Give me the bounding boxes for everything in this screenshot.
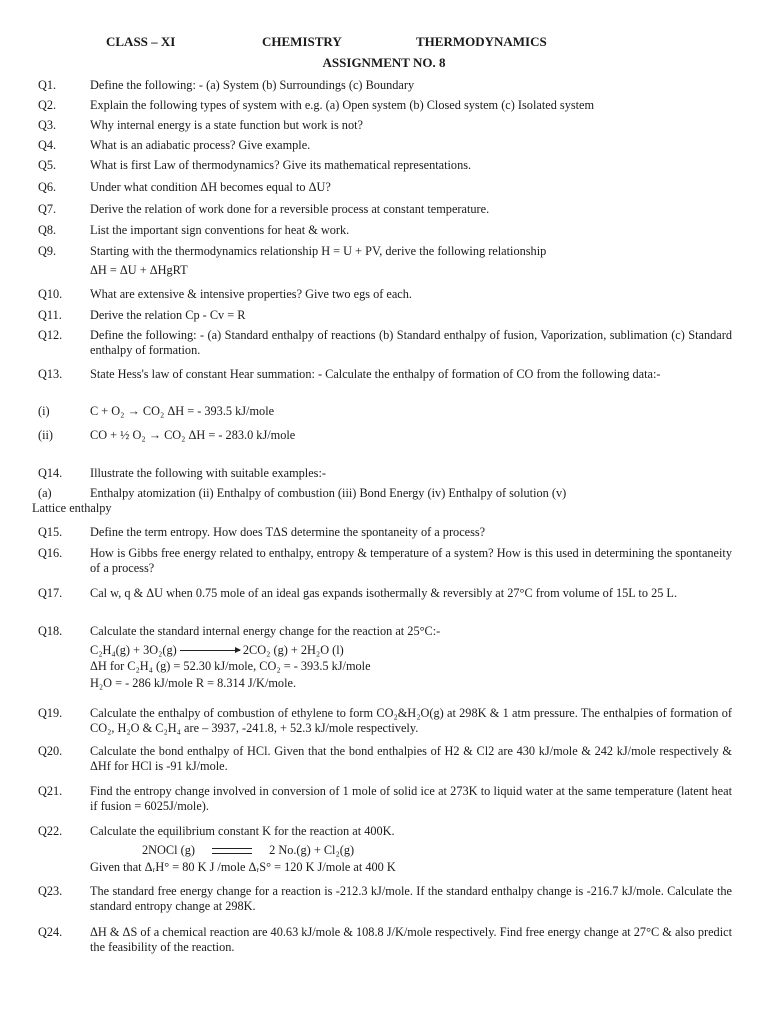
question-text: What is an adiabatic process? Give example. — [90, 138, 311, 152]
question-text: List the important sign conventions for heat & work. — [90, 223, 350, 237]
given-data: H₂O = - 286 kJ/mole R = 8.314 J/K/mole. — [90, 675, 297, 690]
question-text: Enthalpy atomization (ii) Enthalpy of combustion (iii) Bond Energy (iv) Enthalpy of solution (v) — [90, 486, 567, 500]
subject-label: CHEMISTRY — [262, 34, 342, 49]
question-7 — [38, 202, 732, 217]
question-10 — [38, 287, 732, 302]
question-text: Derive the relation of work done for a reversible process at constant temperature. — [90, 202, 490, 216]
given-data: ΔH for C₂H₄ (g) = 52.30 kJ/mole, CO₂ = - 393.5 kJ/mole — [90, 659, 371, 673]
question-text: Illustrate the following with suitable examples:- — [90, 466, 326, 480]
question-text: Find the entropy change involved in conversion of 1 mole of solid ice at 273K to liquid water at the same temperature (latent heat if fusion = 6025J/mole). — [90, 784, 732, 813]
question-17 — [38, 586, 732, 601]
question-text: Calculate the standard internal energy change for the reaction at 25°C:- — [90, 624, 441, 638]
question-number: Q13. — [38, 367, 63, 381]
sub-number: (i) — [38, 404, 50, 418]
question-5 — [38, 158, 732, 173]
question-text: Calculate the enthalpy of combustion of ethylene to form CO₂&H₂O(g) at 298K & 1 atm pressure. The enthalpies of formation of CO₂, H₂O & C₂H₄ are – 3937, -241.8, + 52.3 kJ/mole respectively. — [90, 706, 732, 735]
question-text-continued: Lattice enthalpy — [32, 500, 112, 515]
question-1 — [38, 78, 732, 93]
question-22 — [38, 824, 732, 875]
question-number: Q22. — [38, 824, 63, 838]
question-18 — [38, 624, 732, 690]
question-6 — [38, 180, 732, 195]
question-text: Derive the relation Cp - Cv = R — [90, 308, 246, 322]
question-text: Define the following: - (a) System (b) Surroundings (c) Boundary — [90, 78, 415, 92]
reaction-i: C + O₂ → CO₂ ΔH = - 393.5 kJ/mole — [90, 404, 275, 418]
question-text: Starting with the thermodynamics relationship H = U + PV, derive the following relationship — [90, 244, 547, 258]
question-text: Calculate the equilibrium constant K for the reaction at 400K. — [90, 824, 395, 838]
question-23 — [38, 884, 732, 913]
question-text: Explain the following types of system with e.g. (a) Open system (b) Closed system (c) Isolated system — [90, 98, 595, 112]
question-20 — [38, 744, 732, 773]
question-3 — [38, 118, 732, 133]
question-number: Q9. — [38, 244, 57, 258]
question-text: ΔH & ΔS of a chemical reaction are 40.63 kJ/mole & 108.8 J/K/mole respectively. Find free energy change at 27°C & also predict the feasibility of the reaction. — [90, 925, 732, 954]
question-number: Q21. — [38, 784, 63, 798]
reaction-equation — [90, 843, 732, 858]
question-4 — [38, 138, 732, 153]
question-text: Define the term entropy. How does TΔS determine the spontaneity of a process? — [90, 525, 486, 539]
question-number: Q17. — [38, 586, 63, 600]
reaction-ii: CO + ½ O₂ → CO₂ ΔH = - 283.0 kJ/mole — [90, 428, 296, 442]
question-equation: ΔH = ΔU + ΔHgRT — [90, 262, 188, 277]
question-number: Q1. — [38, 78, 57, 92]
question-number: Q20. — [38, 744, 63, 758]
question-11 — [38, 308, 732, 323]
question-13-ii — [38, 428, 732, 443]
question-12 — [38, 328, 732, 357]
topic-label: THERMODYNAMICS — [416, 34, 547, 49]
question-text: What are extensive & intensive properties? Give two egs of each. — [90, 287, 412, 301]
question-9 — [38, 244, 732, 277]
reaction-equation — [90, 643, 732, 658]
reactants: 2NOCl (g) — [142, 842, 195, 857]
sub-number: (ii) — [38, 428, 54, 442]
question-24 — [38, 925, 732, 954]
question-number: Q11. — [38, 308, 62, 322]
question-text: State Hess's law of constant Hear summation: - Calculate the enthalpy of formation of CO from the following data:- — [90, 367, 661, 381]
question-text: Why internal energy is a state function but work is not? — [90, 118, 363, 132]
products: 2 No.(g) + Cl₂(g) — [269, 842, 355, 857]
question-number: Q10. — [38, 287, 63, 301]
question-number: Q2. — [38, 98, 57, 112]
question-text: Under what condition ΔH becomes equal to ΔU? — [90, 180, 331, 194]
sub-number: (a) — [38, 486, 52, 500]
question-19 — [38, 706, 732, 735]
question-number: Q8. — [38, 223, 57, 237]
reaction-arrow-icon — [180, 650, 240, 651]
question-text: How is Gibbs free energy related to enthalpy, entropy & temperature of a system? How is this used in determining the spontaneity of a process? — [90, 546, 732, 575]
given-data: Given that ΔᵣH° = 80 K J /mole ΔᵣS° = 120 K J/mole at 400 K — [90, 860, 396, 874]
question-text: Define the following: - (a) Standard enthalpy of reactions (b) Standard enthalpy of fusion, Vaporization, sublimation (c) Standard enthalpy of formation. — [90, 328, 732, 357]
question-number: Q3. — [38, 118, 57, 132]
question-number: Q18. — [38, 624, 63, 638]
products: 2CO₂ (g) + 2H₂O (l) — [242, 642, 344, 657]
question-text: Calculate the bond enthalpy of HCl. Given that the bond enthalpies of H2 & Cl2 are 430 kJ/mole & 242 kJ/mole respectively & ΔHf for HCl is -91 kJ/mole. — [90, 744, 732, 773]
question-13-i — [38, 404, 732, 419]
question-8 — [38, 223, 732, 238]
question-13 — [38, 367, 732, 382]
reactants: C₂H₄(g) + 3O₂(g) — [90, 642, 177, 657]
question-number: Q16. — [38, 546, 63, 560]
question-text: What is first Law of thermodynamics? Give its mathematical representations. — [90, 158, 472, 172]
question-16 — [38, 546, 732, 575]
question-number: Q15. — [38, 525, 63, 539]
question-text: Cal w, q & ΔU when 0.75 mole of an ideal gas expands isothermally & reversibly at 27°C from volume of 15L to 25 L. — [90, 586, 678, 600]
question-number: Q23. — [38, 884, 63, 898]
question-number: Q24. — [38, 925, 63, 939]
question-number: Q19. — [38, 706, 63, 720]
question-number: Q14. — [38, 466, 63, 480]
question-14 — [38, 466, 732, 481]
question-number: Q4. — [38, 138, 57, 152]
question-14-a — [32, 486, 732, 515]
equilibrium-arrow-icon — [212, 847, 252, 855]
question-text: The standard free energy change for a reaction is -212.3 kJ/mole. If the standard enthalpy change is -216.7 kJ/mole. Calculate the standard entropy change at 298K. — [90, 884, 732, 913]
question-number: Q6. — [38, 180, 57, 194]
question-15 — [38, 525, 732, 540]
question-number: Q7. — [38, 202, 57, 216]
question-number: Q12. — [38, 328, 63, 342]
question-2 — [38, 98, 732, 113]
assignment-title: ASSIGNMENT NO. 8 — [322, 55, 446, 70]
question-number: Q5. — [38, 158, 57, 172]
class-label: CLASS – XI — [106, 34, 176, 49]
question-21 — [38, 784, 732, 813]
